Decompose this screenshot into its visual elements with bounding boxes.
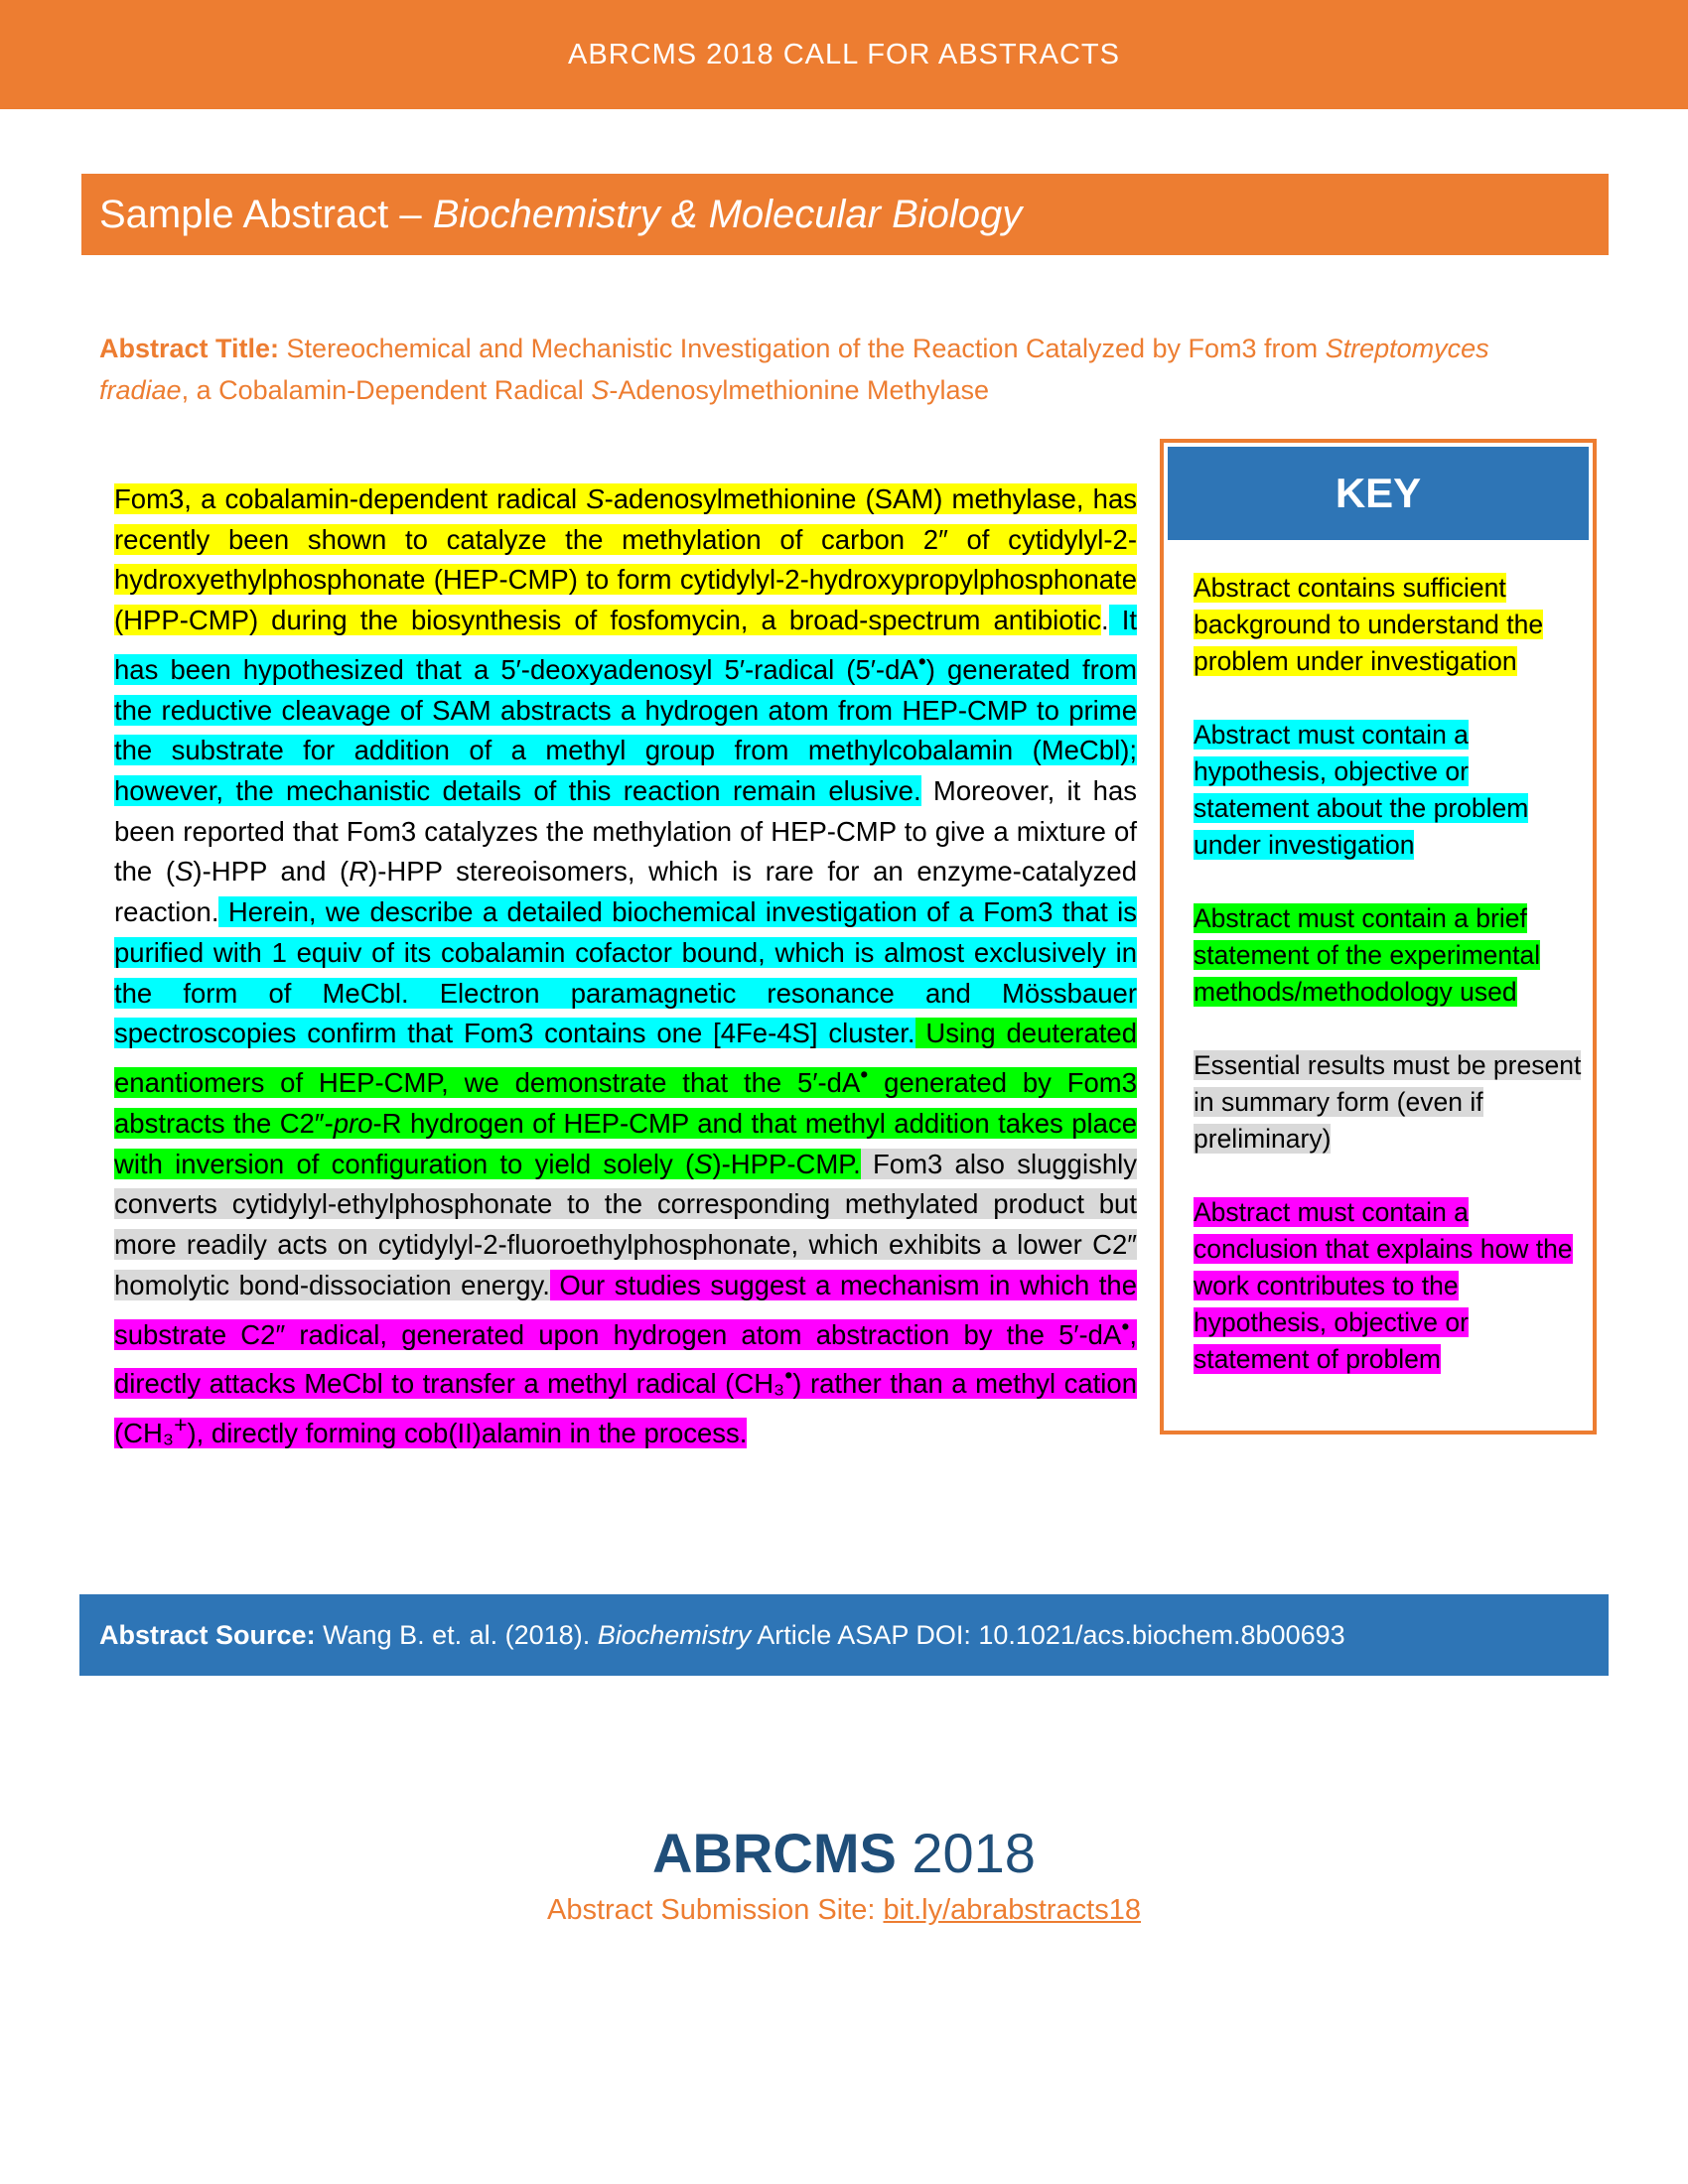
results-text: Fom3 also sluggishly converts cytidylyl-ethylphosphonate to the corresponding methylated product but more readily acts on cytidylyl-2-fluoroethylphosphonate, which exhibits a lower C2″ homolytic bond-dissociation energy.: [114, 1148, 1137, 1300]
key-item-conclusion: [1194, 1194, 1591, 1378]
footer-brand-name: ABRCMS: [652, 1822, 897, 1884]
footer-brand: [0, 1821, 1688, 1885]
abstract-title: [99, 328, 1509, 411]
abstract-title-text: , a Cobalamin-Dependent Radical: [181, 375, 592, 405]
key-item-text: Abstract must contain a conclusion that explains how the work contributes to the hypothesis, objective or statement of problem: [1194, 1197, 1573, 1374]
sample-heading-field: Biochemistry & Molecular Biology: [432, 192, 1023, 236]
methods-text: Using deuterated enantiomers of HEP-CMP, we demonstrate that the 5′-dA• generated by Fom3 abstracts the C2″-pro-R hydrogen of HEP-CMP and that methyl addition takes place with inversion of configuration to yield solely (S)-HPP-CMP.: [114, 1018, 1137, 1179]
key-legend: [1160, 439, 1597, 1434]
abstract-title-organism: Streptomyces fradiae: [99, 334, 1489, 405]
top-banner: [0, 0, 1688, 109]
key-item-text: Abstract contains sufficient background to understand the problem under investigation: [1194, 573, 1544, 676]
key-item-results: [1194, 1047, 1591, 1158]
key-heading: KEY: [1168, 447, 1589, 540]
background-text: Fom3, a cobalamin-dependent radical S-adenosylmethionine (SAM) methylase, has recently been shown to catalyze the methylation of carbon 2″ of cytidylyl-2-hydroxyethylphosphonate (HEP-CMP) to form cytidylyl-2-hydroxypropylphosphonate (HPP-CMP) during the biosynthesis of fosfomycin, a broad-spectrum antibiotic: [114, 483, 1137, 636]
abstract-title-text: -Adenosylmethionine Methylase: [609, 375, 990, 405]
abstract-title-text: Stereochemical and Mechanistic Investigation of the Reaction Catalyzed by Fom3 from: [279, 334, 1326, 363]
key-item-hypothesis: [1194, 717, 1591, 864]
key-item-text: Essential results must be present in summary form (even if preliminary): [1194, 1050, 1582, 1154]
background-text: Moreover, it has been reported that Fom3 catalyzes the methylation of HEP-CMP to give a mixture of the (S)-HPP and (R)-HPP stereoisomers, which is rare for an enzyme-catalyzed reaction.: [114, 775, 1138, 928]
objective-text: Herein, we describe a detailed biochemical investigation of a Fom3 that is purified with 1 equiv of its cobalamin cofactor bound, which is almost exclusively in the form of MeCbl. Electron paramagnetic resonance and Mössbauer spectroscopies confirm that Fom3 contains one [4Fe-4S] cluster.: [114, 896, 1137, 1049]
hypothesis-text: It has been hypothesized that a 5′-deoxyadenosyl 5′-radical (5′-dA•) generated from the reductive cleavage of SAM abstracts a hydrogen atom from HEP-CMP to prime the substrate for addition of a methyl group from methylcobalamin (MeCbl); however, the mechanistic details of this reaction remain elusive.: [114, 605, 1138, 807]
sample-heading: [81, 174, 1609, 255]
abstract-title-label: Abstract Title:: [99, 334, 280, 363]
submission-site-link[interactable]: bit.ly/abrabstracts18: [883, 1894, 1141, 1926]
abstract-title-s: S: [591, 375, 610, 405]
conclusion-text: Our studies suggest a mechanism in which the substrate C2″ radical, generated upon hydrogen atom abstraction by the 5′-dA•, directly attacks MeCbl to transfer a methyl radical (CH₃•) rather than a methyl cation (CH₃+), directly forming cob(II)alamin in the process.: [114, 1269, 1137, 1449]
footer-year: 2018: [896, 1822, 1036, 1884]
key-item-methods: [1194, 900, 1591, 1011]
footer-site-label: Abstract Submission Site:: [547, 1894, 884, 1926]
key-item-background: [1194, 570, 1591, 680]
source-text: Article ASAP DOI: 10.1021/acs.biochem.8b00693: [751, 1619, 1345, 1650]
source-text: Wang B. et. al. (2018).: [315, 1619, 598, 1650]
source-journal: Biochemistry: [597, 1619, 752, 1650]
sample-heading-prefix: Sample Abstract –: [99, 192, 433, 236]
abstract-source: [79, 1594, 1609, 1676]
footer-submission: [0, 1894, 1688, 1927]
source-label: Abstract Source:: [99, 1619, 316, 1650]
abstract-body: [114, 479, 1137, 1454]
banner-text: ABRCMS 2018 CALL FOR ABSTRACTS: [568, 38, 1120, 70]
background-text: .: [1101, 605, 1109, 636]
key-item-text: Abstract must contain a brief statement of the experimental methods/methodology used: [1194, 903, 1541, 1007]
key-item-text: Abstract must contain a hypothesis, objective or statement about the problem under investigation: [1194, 720, 1529, 860]
